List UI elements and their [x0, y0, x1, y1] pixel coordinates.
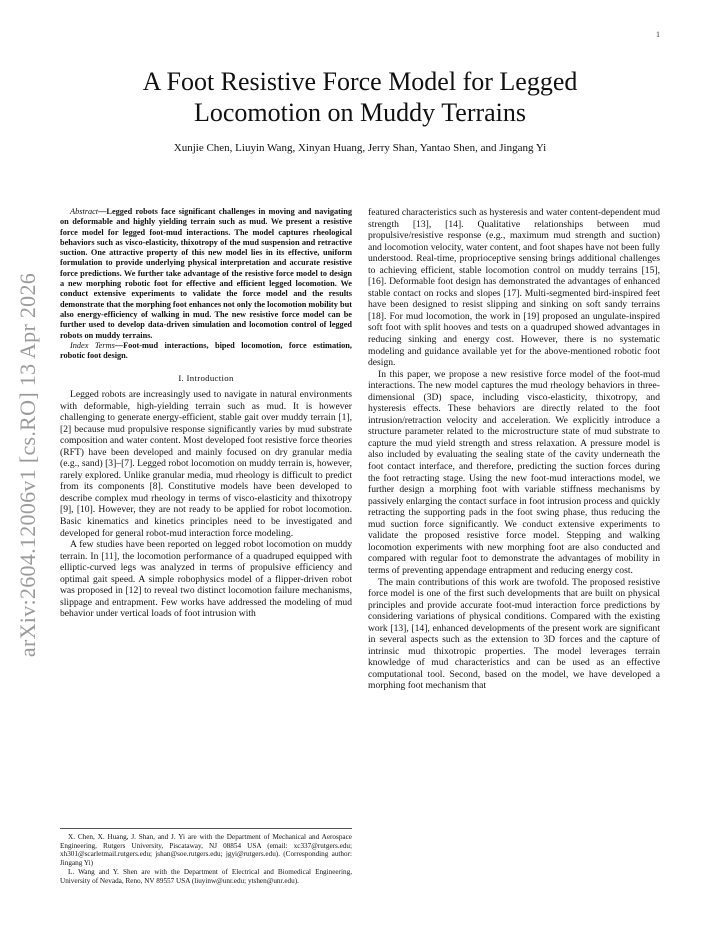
page-number: 1 [656, 30, 660, 39]
right-column [368, 207, 660, 692]
left-column [60, 207, 352, 620]
section-heading-introduction: I. Introduction [178, 373, 234, 384]
paper-title [80, 66, 640, 128]
intro-paragraph-3: featured characteristics such as hysteresis and water content-dependent mud strength [13], [14]. Qualitative relationships between mud propulsive/resistive response (e.g., maximum mud strength and suction) and locomotion velocity, water content, and foot shapes have not been fully understood. Real-time, proprioceptive sensing brings additional challenges to achieving efficient, stable locomotion control on muddy terrains [15], [16]. Deformable foot design has demonstrated the advantages of enhanced stable contact on rocks and slopes [17]. Multi-segmented bird-inspired feet have been designed to resist slipping and sinking on soft sandy terrains [18]. For mud locomotion, the work in [19] proposed an ungulate-inspired soft foot with split hooves and tests on a quadruped showed advantages in reducing sinking and energy cost. However, there is no systematic modeling and guidance available yet for the above-mentioned robotic foot design. [368, 207, 660, 369]
index-terms [60, 341, 352, 362]
index-terms-text: —Foot-mud interactions, biped locomotion, force estimation, robotic foot design. [60, 340, 352, 361]
abstract [60, 207, 352, 341]
footnote-paragraph-2: L. Wang and Y. Shen are with the Department of Electrical and Biomedical Engineering, University of Nevada, Reno, NV 89557 USA (liuyinw@unr.edu; ytshen@unr.edu). [60, 867, 352, 885]
abstract-text: —Legged robots face significant challenges in moving and navigating on deformable and highly yielding terrain such as mud. We present a resistive force model for legged foot-mud interactions. The model captures rheological behaviors such as visco-elasticity, thixotropy of the mud suspension and retractive suction. One attractive property of this new model lies in its effective, uniform formulation to provide underlying physical interpretation and accurate resistive force predictions. We further take advantage of the resistive force model to design a new morphing robotic foot for effective and efficient legged locomotion. We conduct extensive experiments to validate the force model and the results demonstrate that the morphing foot enhances not only the locomotion mobility but also energy-efficiency of walking in mud. The new resistive force model can be further used to develop data-driven simulation and locomotion control of legged robots on muddy terrains. [60, 207, 353, 340]
index-terms-label: Index Terms [70, 340, 115, 350]
intro-paragraph-5: The main contributions of this work are twofold. The proposed resistive force model is one of the first such developments that are built on physical principles and provide accurate foot-mud interaction force predictions by considering variations of physical conditions. Compared with the existing work [13], [14], enhanced developments of the present work are significant in several aspects such as the extension to 3D forces and the capture of intrinsic mud thixotropic properties. The model leverages terrain knowledge of mud characteristics and can be used as an effective computational tool. Second, based on the model, we have developed a morphing foot mechanism that [368, 576, 660, 692]
intro-paragraph-2: A few studies have been reported on legged robot locomotion on muddy terrain. In [11], the locomotion performance of a quadruped equipped with elliptic-curved legs was analyzed in terms of propulsive efficiency and optimal gait speed. A simple robophysics model of a flipper-driven robot was proposed in [12] to reveal two distinct locomotion failure mechanisms, slippage and entrapment. Few works have addressed the modeling of mud behavior under vertical loads of foot intrusion with [60, 539, 352, 620]
title-line-1: A Foot Resistive Force Model for Legged [142, 67, 578, 96]
abstract-label: Abstract [70, 207, 99, 216]
title-line-2: Locomotion on Muddy Terrains [193, 98, 527, 127]
intro-paragraph-1: Legged robots are increasingly used to navigate in natural environments with deformable, high-yielding terrain such as mud. It is however challenging to generate energy-efficient, stable gait over muddy terrain [1], [2] because mud propulsive response significantly varies by mud substrate composition and water content. Most developed foot resistive force theories (RFT) have been developed and mainly focused on dry granular media (e.g., sand) [3]–[7]. Legged robot locomotion on muddy terrain is, however, rarely explored. Unlike granular media, mud rheology is difficult to predict from its components [8]. Constitutive models have been developed to describe complex mud rheology in terms of visco-elasticity and thixotropy [9], [10]. However, they are not ready to be applied for robot locomotion. Basic kinematics and kinetics principles need to be investigated and developed for general robot-mud interaction force modeling. [60, 389, 352, 539]
arxiv-identifier: arXiv:2604.12006v1 [cs.RO] 13 Apr 2026 [15, 272, 40, 658]
footnote-paragraph-1: X. Chen, X. Huang, J. Shan, and J. Yi are with the Department of Mechanical and Aerospace Engineering, Rutgers University, Piscataway, NJ 08854 USA (email: xc337@rutgers.edu; xh301@scarletmail.rutgers.edu; jshan@soe.rutgers.edu; jgyi@rutgers.edu). (Corresponding author: Jingang Yi) [60, 833, 352, 868]
author-list: Xunjie Chen, Liuyin Wang, Xinyan Huang, Jerry Shan, Yantao Shen, and Jingang Yi [173, 142, 547, 154]
intro-paragraph-4: In this paper, we propose a new resistive force model of the foot-mud interactions. The new model captures the mud rheology behaviors in three-dimensional (3D) space, including visco-elasticity, thixotropy, and hysteresis effects. These behaviors are directly related to the foot intrusion/retraction velocity and acceleration. We explicitly introduce a structure parameter related to the microstructure state of mud substrate to capture the mud yield strength and stress relaxation. A pressure model is also included by evaluating the sealing state of the cavity underneath the foot contact interface, and therefore, predicting the suction forces during the foot retracting stage. Using the new foot-mud interactions model, we further design a morphing foot with variable stiffness mechanisms by passively enlarging the contact surface in foot intrusion process and quickly retracting the supporting pads in the foot swing phase, thus reducing the mud suction force significantly. We conduct extensive experiments to validate the proposed resistive force model. Stepping and walking locomotion experiments with new morphing foot are also conducted and compared with regular foot to demonstrate the advantages of mobility in terms of preventing appendage entrapment and reducing energy cost. [368, 368, 660, 576]
arxiv-stamp [8, 250, 48, 680]
affiliation-footnote [60, 828, 352, 885]
